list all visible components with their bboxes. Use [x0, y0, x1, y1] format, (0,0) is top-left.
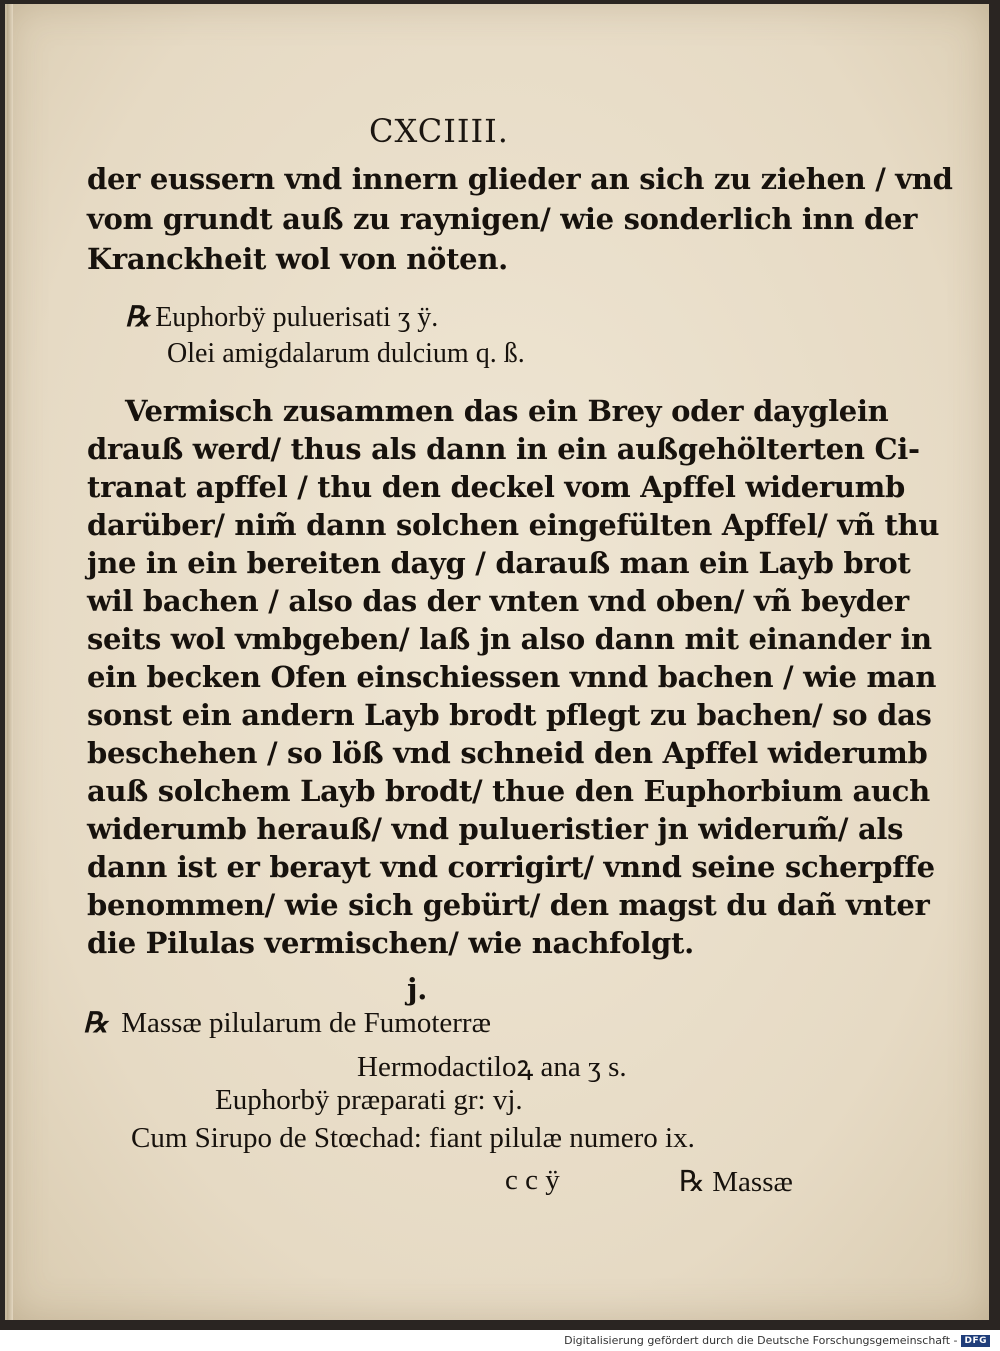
- dfg-logo-icon: DFG: [961, 1335, 990, 1347]
- text-line: die Pilulas vermischen/ wie nachfolgt.: [87, 926, 694, 960]
- text-line: tranat apffel / thu den deckel vom Apffel widerumb: [87, 470, 906, 504]
- recipe1-line2: Olei amigdalarum dulcium q. ß.: [167, 338, 525, 369]
- text-line: widerumb herauß/ vnd pulueristier jn widerum̃/ als: [87, 812, 904, 846]
- recipe1-ingredient: Euphorbÿ puluerisati ʒ ÿ.: [155, 302, 439, 333]
- recipe1-line1: [125, 300, 438, 334]
- text-line: seits wol vmbgeben/ laß jn also dann mit einander in: [87, 622, 932, 656]
- page-edge: [7, 4, 13, 1320]
- text-line: Vermisch zusammen das ein Brey oder dayglein: [125, 394, 889, 428]
- text-line: wil bachen / also das der vnten vnd oben/ vñ beyder: [87, 584, 909, 618]
- recipe2-line2: Hermodactiloꝝ ana ʒ s.: [357, 1051, 627, 1083]
- signature-mark: c c ÿ: [505, 1164, 560, 1196]
- text-line: jne in ein bereiten dayg / darauß man ein Layb brot: [87, 546, 911, 580]
- text-line: der eussern vnd innern glieder an sich zu ziehen / vnd: [87, 162, 953, 196]
- recipe2-line3: Euphorbÿ præparati gr: vj.: [215, 1084, 523, 1116]
- text-line: Kranckheit wol von nöten.: [87, 242, 508, 276]
- text-line: auß solchem Layb brodt/ thue den Euphorbium auch: [87, 774, 930, 808]
- text-line: vom grundt auß zu raynigen/ wie sonderlich inn der: [87, 202, 918, 236]
- text-line: beschehen / so löß vnd schneid den Apffel widerumb: [87, 736, 928, 770]
- text-line: benommen/ wie sich gebürt/ den magst du dañ vnter: [87, 888, 930, 922]
- recipe-symbol-icon: ℞: [83, 1008, 109, 1039]
- text-line: darüber/ nim̃ dann solchen eingefülten Apffel/ vñ thu: [87, 508, 940, 542]
- footer-text: Digitalisierung gefördert durch die Deutsche Forschungsgemeinschaft -: [564, 1334, 958, 1347]
- text-line: ein becken Ofen einschiessen vnnd bachen / wie man: [87, 660, 937, 694]
- recipe2-line4: Cum Sirupo de Stœchad: fiant pilulæ numero ix.: [131, 1122, 695, 1154]
- text-line: dann ist er berayt vnd corrigirt/ vnnd seine scherpffe: [87, 850, 935, 884]
- folio-number: CXCIIII.: [369, 112, 509, 150]
- catchword: ℞ Massæ: [679, 1166, 793, 1198]
- recipe-number: j.: [407, 972, 427, 1006]
- footer-credit: [564, 1334, 990, 1347]
- recipe-symbol-icon: ℞: [125, 302, 151, 333]
- recipe2-line1: [83, 1006, 491, 1040]
- text-line: drauß werd/ thus als dann in ein außgehölterten Ci-: [87, 432, 920, 466]
- text-line: sonst ein andern Layb brodt pflegt zu bachen/ so das: [87, 698, 932, 732]
- book-page: [5, 4, 989, 1320]
- recipe2-ingredient: Massæ pilularum de Fumoterræ: [121, 1007, 491, 1039]
